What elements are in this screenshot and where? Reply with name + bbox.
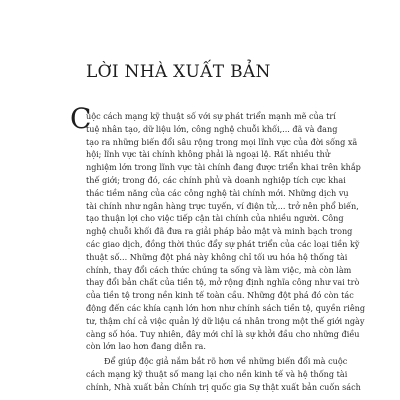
paragraph-line: chính, Nhà xuất bản Chính trị quốc gia Sự thật xuất bản cuốn sách [86,381,361,392]
paragraph-line: tạo thuận lợi cho việc tiếp cận tài chính của nhiều người. Công [86,213,344,224]
paragraph-line: hội; lĩnh vực tài chính không phải là ngoại lệ. Rất nhiều thử [86,149,331,160]
paragraph-line: chính, thay đổi cách thức chúng ta sống và làm việc, mà còn làm [86,264,352,275]
paragraph-line: các giao dịch, đồng thời thúc đẩy sự phát triển của các loại tiền kỹ [86,238,360,249]
paragraph-line: thác tiềm năng của các công nghệ tài chính mới. Những dịch vụ [86,187,349,198]
paragraph-line: cách mạng kỹ thuật số mang lại cho nền kinh tế và hệ thống tài [86,368,348,379]
foreword-body [70,102,366,394]
paragraph-line: Để giúp độc giả nắm bắt rõ hơn về những biến đổi mà cuộc [104,356,348,367]
paragraph-line: thay đổi bản chất của tiền tệ, mở rộng định nghĩa công như vai trò [86,277,360,288]
paragraph-line: nghệ chuỗi khối đã đưa ra giải pháp bảo mật và minh bạch trong [86,226,353,237]
paragraph-line: tài chính như ngân hàng trực tuyến, ví điện tử,... trở nên phổ biến, [86,200,359,211]
paragraph-line: tuệ nhân tạo, dữ liệu lớn, công nghệ chuỗi khối,... đã và đang [86,123,338,134]
paragraph-line: tư, thậm chí cả việc quản lý dữ liệu cá nhân trong một thế giới ngày [86,315,365,326]
paragraph-line: tạo ra những biến đổi sâu rộng trong mọi lĩnh vực của đời sống xã [86,136,358,147]
paragraph-line: còn lớn lao hơn đang diễn ra. [86,341,206,352]
paragraph-line: của tiền tệ trong nền kinh tế toàn cầu. Những đột phá đó còn tác [86,290,354,301]
paragraph-line: càng số hóa. Tuy nhiên, đây mới chỉ là sự khởi đầu cho những điều [86,328,360,339]
paragraph-line: động đến các khía cạnh lớn hơn như chính sách tiền tệ, quyền riêng [86,302,366,313]
paragraph-line: nghiệm lớn trong lĩnh vực tài chính đang được triển khai trên khắp [86,162,361,173]
paragraph-line: uộc cách mạng kỹ thuật số với sự phát triển mạnh mẽ của trí [86,111,336,121]
paragraph-line: thế giới; trong đó, các chính phủ và doanh nghiệp tích cực khai [86,174,346,185]
paragraph-line: thuật số... Những đột phá này không chỉ tối ưu hóa hệ thống tài [86,251,348,262]
drop-cap: C [70,102,92,135]
page-title: LỜI NHÀ XUẤT BẢN [86,62,271,82]
